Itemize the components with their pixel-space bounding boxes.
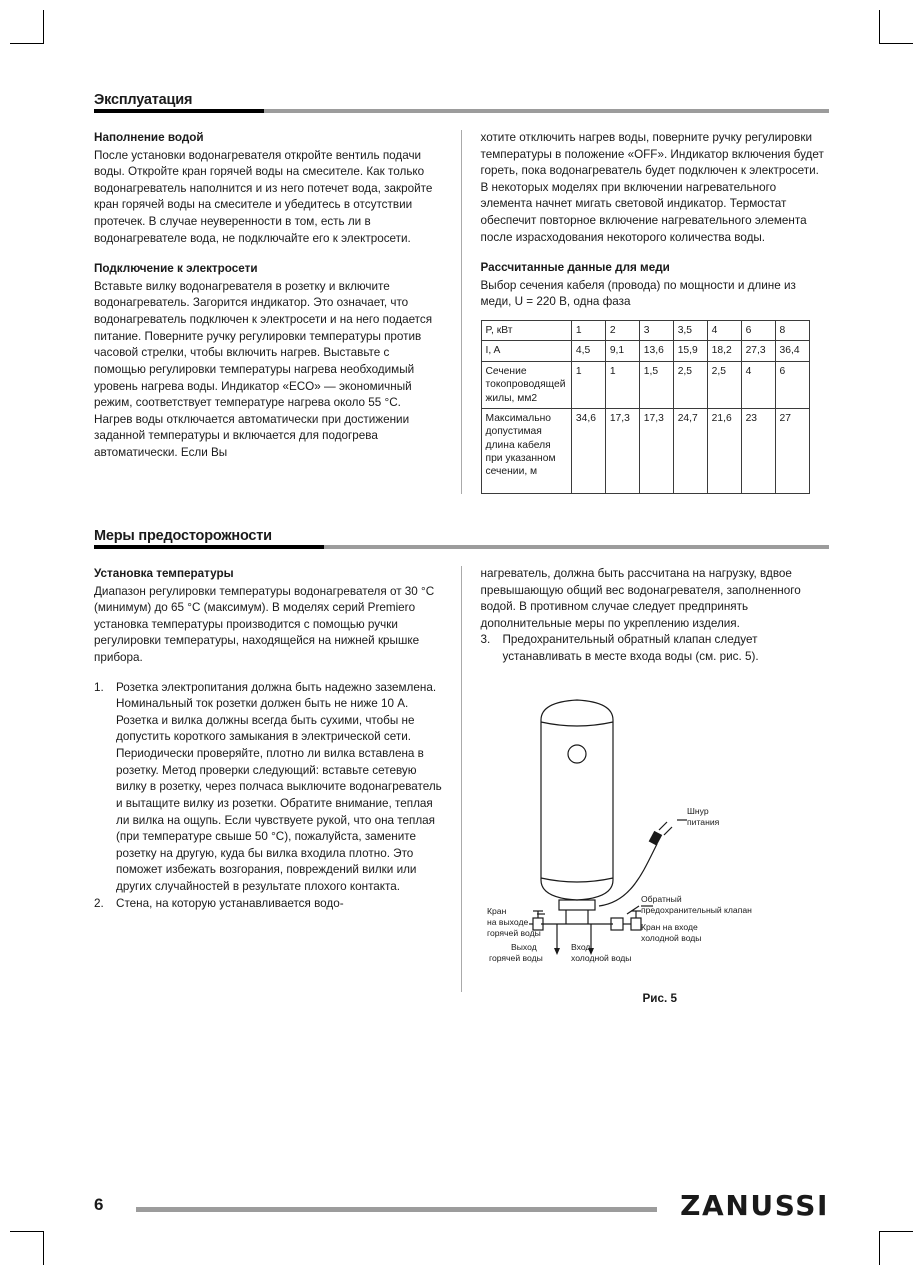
table-cell: 21,6 [707,408,741,493]
table-cell: 24,7 [673,408,707,493]
paragraph-heating-off: хотите отключить нагрев воды, поверните ручку регулировки температуры в положение «OFF». Индикатор включения будет гореть, пока водонагреватель будет подключен к электросети. В некоторых моделях при включении нагревательного элемента начнет мигать световой индикатор. Термостат обеспечит повторное включение нагревательного элемента после израсходования некоторого количества воды. [480,131,824,244]
section-columns-precautions [94,566,829,1005]
crop-mark [43,1231,44,1265]
svg-text:горячей воды: горячей воды [488,952,543,963]
figure-label-cold-inlet: Вход [570,941,590,952]
table-cell: 23 [741,408,775,493]
crop-mark [879,10,880,44]
table-cell: 4 [707,321,741,341]
crop-mark [879,1231,880,1265]
table-row-header: P, кВт [481,321,571,341]
crop-mark [879,1231,913,1232]
svg-text:холодной воды: холодной воды [640,932,701,943]
table-row-header: Сечение токопроводящей жилы, мм2 [481,361,571,408]
subheading-copper-data: Рассчитанные данные для меди [480,261,670,275]
page-footer [94,1189,829,1223]
svg-text:на выходе: на выходе [486,916,528,927]
column-divider [461,130,462,494]
table-cell: 2,5 [673,361,707,408]
list-item-text: Предохранительный обратный клапан следует устанавливать в месте входа воды (см. рис. 5). [502,633,759,664]
copper-data-table [481,320,810,494]
paragraph-mains-connection: Вставьте вилку водонагревателя в розетку и включите водонагреватель. Загорится индикатор. Это означает, что водонагреватель подключен к электросети и на него подается питание. Поверните ручку регулировки температуры против часовой стрелки, чтобы включить нагрев. Выставьте с помощью регулировки температуры нагрева необходимый уровень нагрева воды. Индикатор «ECO» — экономичный режим, соответствует температуре нагрева около 55 °C. Нагрев воды отключается автоматически при достижении заданной температуры и включается для подогрева автоматически. Если Вы [94,279,433,459]
table-cell: 6 [775,361,809,408]
crop-mark [879,43,913,44]
figure-label-cold-tap: Кран на входе [640,921,698,932]
table-cell: 3,5 [673,321,707,341]
svg-text:питания: питания [686,816,719,827]
heading-bar [94,545,324,549]
table-cell: 3 [639,321,673,341]
subheading-water-filling: Наполнение водой [94,131,204,144]
figure-label-hot-outlet: Выход [510,941,537,952]
table-cell: 4 [741,361,775,408]
paragraph-water-filling: После установки водонагревателя откройте вентиль подачи воды. Откройте кран горячей воды на смесителе. Как только водонагреватель наполнится и из него потечет вода, закройте кран горячей воды на смесителе и убедитесь в отсутствии протечек. В случае неуверенности в том, есть ли в водонагревателе вода, не подключайте его к электросети. [94,148,433,245]
column-left [94,130,459,494]
brand-logo: ZANUSSI [680,1189,829,1222]
table-cell: 27,3 [741,341,775,361]
table-cell: 27 [775,408,809,493]
table-row [481,408,809,493]
list-item [94,680,443,896]
svg-text:предохранительный клапан: предохранительный клапан [640,904,752,915]
table-cell: 2 [605,321,639,341]
paragraph-wall-load: нагреватель, должна быть рассчитана на нагрузку, вдвое превышающую общий вес водонагревателя, заполненного водой. В противном случае следует предпринять дополнительные меры по укреплению изделия. [480,566,801,630]
column-right [459,130,830,494]
column-left [94,566,459,992]
crop-mark [10,43,44,44]
column-right [459,566,830,1005]
paragraph-copper-data: Выбор сечения кабеля (провода) по мощности и длине из меди, U = 220 B, одна фаза [480,278,796,309]
figure-label-check-valve: Обратный [640,893,682,904]
figure-label-hot-tap: Кран [486,905,506,916]
figure-installation-diagram [481,692,830,1005]
page-number: 6 [94,1195,104,1214]
precautions-list-left [94,680,443,913]
subheading-temperature-setting: Установка температуры [94,566,234,580]
section-heading-text: Меры предосторожности [94,528,278,544]
list-item-text: Розетка электропитания должна быть надежно заземлена. Номинальный ток розетки должен быть не ниже 10 А. Розетка и вилка должны всегда быть сухими, чтобы не допустить короткого замыкания в электрической сети. Периодически проверяйте, плотно ли вилка вставлена в розетку. Метод проверки следующий: вставьте сетевую вилку в розетку, через полчаса выключите водонагреватель и вытащите вилку из розетки. Обратите внимание, теплая ли вилка на ощупь. Если чувствуете рукой, что она теплая (при температуре свыше 50 °C), пожалуйста, замените розетку на другую, куда бы вилка входила плотно. Это поможет избежать возгорания, повреждений вилки или других случайностей в результате плохого контакта. [116,680,442,893]
table-cell: 1,5 [639,361,673,408]
table-row-header: Максимально допустимая длина кабеля при указанном сечении, м [481,408,571,493]
section-heading-operation [94,92,829,113]
footer-rule [136,1207,657,1212]
table-cell: 2,5 [707,361,741,408]
precautions-list-right [481,632,830,665]
subheading-mains-connection: Подключение к электросети [94,262,258,276]
section-heading-precautions [94,528,829,549]
list-item [481,632,830,665]
table-cell: 4,5 [571,341,605,361]
table-cell: 15,9 [673,341,707,361]
installation-diagram-svg [481,692,821,982]
section-columns-operation [94,130,829,494]
paragraph-temperature-range: Диапазон регулировки температуры водонагревателя от 30 °C (минимум) до 65 °C (максимум). В моделях серий Premiero установка температуры производится с помощью ручки регулировки температуры, находящейся на нижней крышке прибора. [94,584,435,665]
table-row-header: I, A [481,341,571,361]
table-cell: 18,2 [707,341,741,361]
list-item-number: 3. [480,633,491,647]
list-item [94,896,443,913]
svg-text:горячей воды: горячей воды [486,927,541,938]
section-heading-text: Эксплуатация [94,92,198,108]
table-row [481,361,809,408]
table-cell: 17,3 [605,408,639,493]
table-cell: 13,6 [639,341,673,361]
table-cell: 1 [571,361,605,408]
table-cell: 34,6 [571,408,605,493]
table-cell: 9,1 [605,341,639,361]
table-cell: 36,4 [775,341,809,361]
table-cell: 1 [571,321,605,341]
crop-mark [43,10,44,44]
list-item-number: 2. [94,896,104,910]
table-row [481,321,809,341]
table-cell: 6 [741,321,775,341]
figure-caption: Рис. 5 [642,991,677,1005]
list-item-number: 1. [94,680,104,694]
table-cell: 17,3 [639,408,673,493]
table-cell: 8 [775,321,809,341]
page-content [94,92,829,1005]
table-row [481,341,809,361]
column-divider [461,566,462,992]
list-item-text: Стена, на которую устанавливается водо- [116,896,344,910]
table-cell: 1 [605,361,639,408]
crop-mark [10,1231,44,1232]
svg-text:холодной воды: холодной воды [570,952,631,963]
heading-bar [94,109,264,113]
figure-label-cord: Шнур [686,805,709,816]
